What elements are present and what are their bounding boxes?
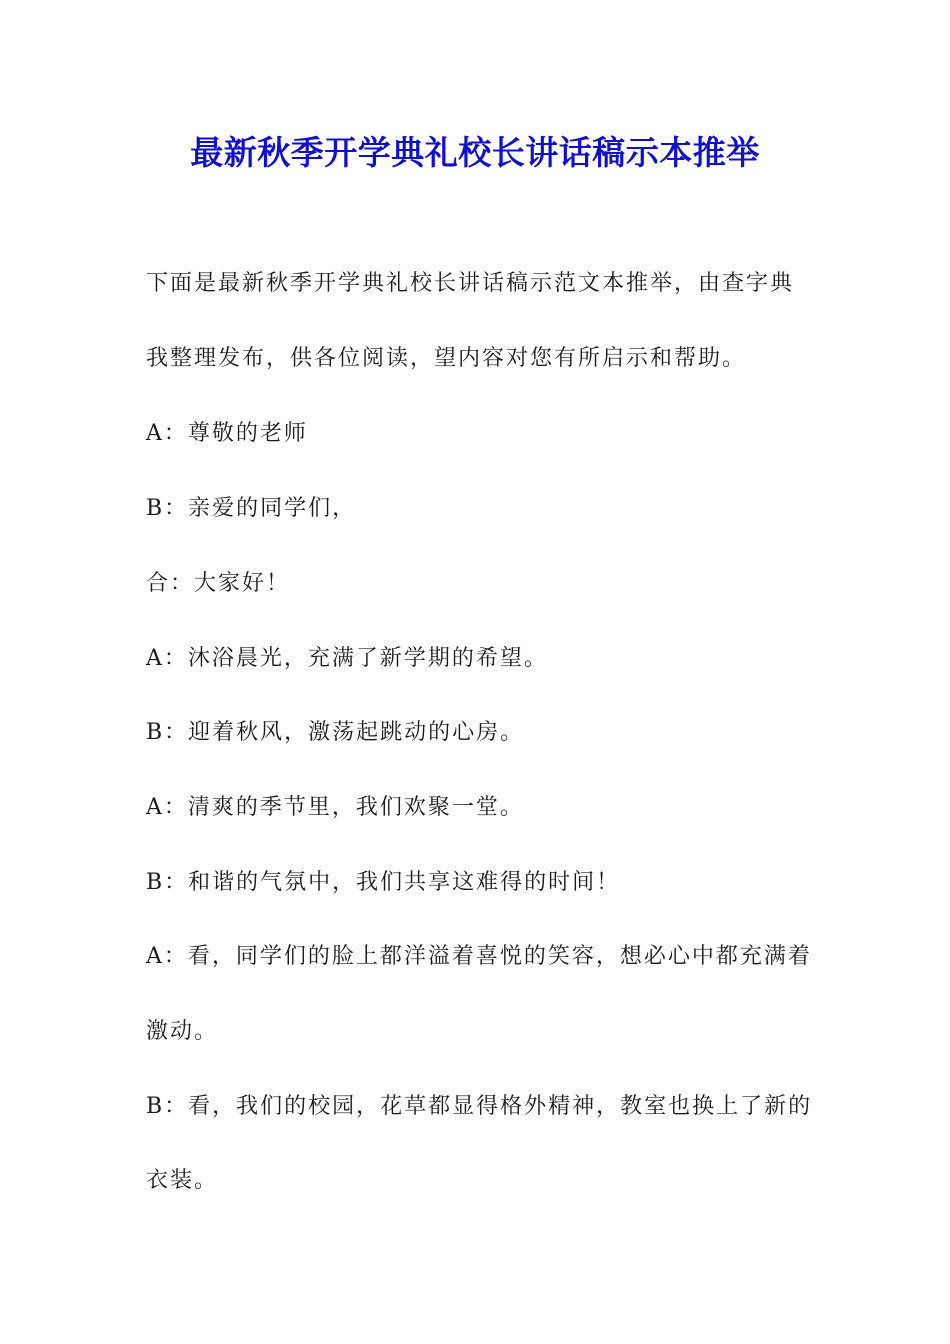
paragraph-line: A：清爽的季节里，我们欢聚一堂。 xyxy=(146,795,524,820)
paragraph-line: 合：大家好！ xyxy=(146,571,291,596)
paragraph-line: 我整理发布，供各位阅读，望内容对您有所启示和帮助。 xyxy=(146,346,747,371)
paragraph-line: A：看，同学们的脸上都洋溢着喜悦的笑容，想必心中都充满着 xyxy=(146,944,812,969)
paragraph-line: A：尊敬的老师 xyxy=(146,421,308,446)
paragraph-line: 激动。 xyxy=(146,1019,219,1044)
paragraph-line: B：迎着秋风，激荡起跳动的心房。 xyxy=(146,720,525,745)
paragraph-line: B：亲爱的同学们， xyxy=(146,496,357,521)
paragraph-line: A：沐浴晨光，充满了新学期的希望。 xyxy=(146,646,548,671)
paragraph-line: B：和谐的气氛中，我们共享这难得的时间！ xyxy=(146,870,621,895)
document-title: 最新秋季开学典礼校长讲话稿示本推举 xyxy=(190,133,760,172)
paragraph-line: 衣装。 xyxy=(146,1168,219,1193)
paragraph-line: 下面是最新秋季开学典礼校长讲话稿示范文本推举，由查字典 xyxy=(146,271,795,296)
paragraph-line: B：看，我们的校园，花草都显得格外精神，教室也换上了新的 xyxy=(146,1094,813,1119)
